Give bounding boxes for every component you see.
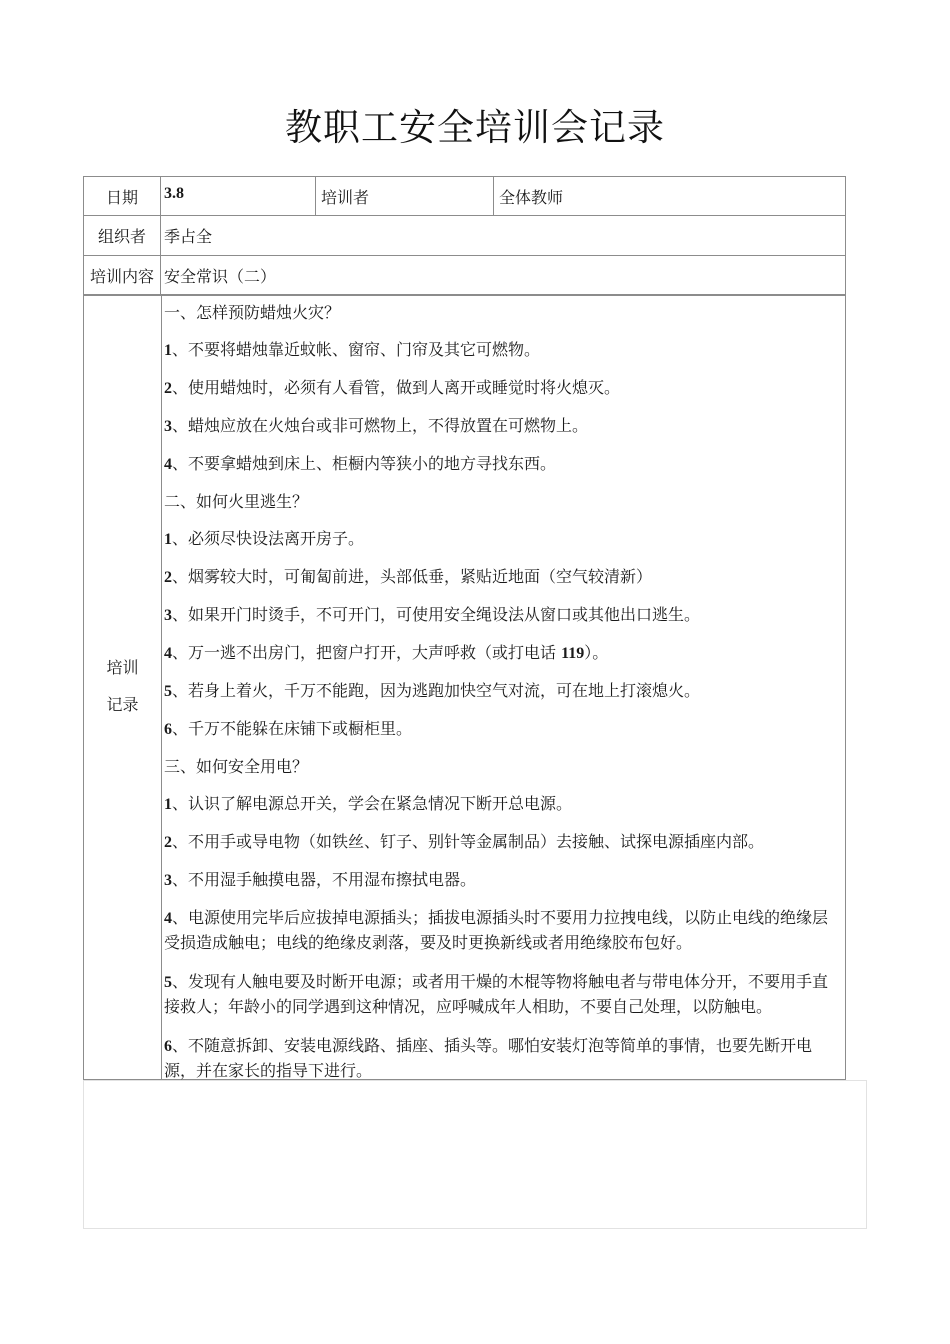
list-item [164,527,843,552]
item-text: 、不要将蜡烛靠近蚊帐、窗帘、门帘及其它可燃物。 [172,340,541,359]
date-label: 日期 [84,177,161,215]
list-item [164,338,843,363]
list-item [164,868,843,893]
date-value: 3.8 [161,177,316,215]
record-content [161,295,845,1079]
item-number: 2 [164,569,172,586]
item-text: 、必须尽快设法离开房子。 [172,529,365,548]
table-row-date [83,176,846,216]
organizer-value: 季占全 [164,227,213,246]
list-item [164,414,843,439]
item-number: 4 [164,910,172,927]
record-label-line1: 培训 [106,658,139,677]
item-text: 、不用手或导电物（如铁丝、钉子、别针等金属制品）去接触、试探电源插座内部。 [172,832,765,851]
list-item [164,792,843,817]
item-text: 、不要拿蜡烛到床上、柜橱内等狭小的地方寻找东西。 [172,454,557,473]
item-text: 、电源使用完毕后应拔掉电源插头；插拔电源插头时不要用力拉拽电线，以防止电线的绝缘层受损造成触电；电线的绝缘皮剥落，要及时更换新线或者用绝缘胶布包好。 [164,908,829,952]
item-text: 、万一逃不出房门，把窗户打开，大声呼救（或打电话 [172,643,562,662]
table-row-content [83,255,846,296]
item-number: 1 [164,796,172,813]
item-number: 5 [164,974,172,991]
item-text: 、蜡烛应放在火烛台或非可燃物上，不得放置在可燃物上。 [172,416,589,435]
item-number: 4 [164,456,172,473]
blank-area [83,1080,867,1229]
list-item [164,603,843,628]
list-item [164,452,843,477]
page-title: 教职工安全培训会记录 [285,106,665,149]
trainer-value: 全体教师 [499,188,564,207]
table-row-organizer [83,215,846,256]
content-value: 安全常识（二） [164,267,277,286]
list-item [164,679,843,704]
item-text: 、认识了解电源总开关，学会在紧急情况下断开总电源。 [172,794,573,813]
item-text: 、若身上着火，千万不能跑，因为逃跑加快空气对流，可在地上打滚熄火。 [172,681,701,700]
list-item [164,1034,843,1083]
list-item [164,641,843,666]
list-item [164,906,843,955]
item-text: 、烟雾较大时，可匍匐前进，头部低垂，紧贴近地面（空气较清新） [172,567,653,586]
list-item [164,565,843,590]
list-item [164,376,843,401]
item-number: 6 [164,721,172,738]
record-label-line2: 记录 [106,695,139,714]
record-label [84,295,162,1079]
item-text: 、使用蜡烛时，必须有人看管，做到人离开或睡觉时将火熄灭。 [172,378,621,397]
item-number: 3 [164,872,172,889]
item-text: 、不随意拆卸、安装电源线路、插座、插头等。哪怕安装灯泡等简单的事情，也要先断开电源，并在家长的指导下进行。 [164,1036,813,1080]
item-text: 、如果开门时烫手，不可开门，可使用安全绳设法从窗口或其他出口逃生。 [172,605,701,624]
training-record-block [83,294,846,1080]
item-number: 2 [164,834,172,851]
section-heading: 一、怎样预防蜡烛火灾？ [164,303,341,322]
item-number: 5 [164,683,172,700]
item-text: 、不用湿手触摸电器，不用湿布擦拭电器。 [172,870,477,889]
item-text: 、千万不能躲在床铺下或橱柜里。 [172,719,413,738]
content-label: 培训内容 [84,256,161,295]
section-heading: 三、如何安全用电？ [164,757,309,776]
item-text-tail: ）。 [584,643,609,662]
organizer-label: 组织者 [84,216,161,255]
item-number: 6 [164,1038,172,1055]
item-number: 1 [164,342,172,359]
item-text: 、发现有人触电要及时断开电源；或者用干燥的木棍等物将触电者与带电体分开，不要用手直接救人；年龄小的同学遇到这种情况，应呼喊成年人相助，不要自己处理，以防触电。 [164,972,829,1016]
item-number: 2 [164,380,172,397]
list-item [164,830,843,855]
list-item [164,970,843,1019]
item-number: 4 [164,645,172,662]
item-phone-number: 119 [561,645,585,662]
item-number: 3 [164,607,172,624]
section-heading: 二、如何火里逃生？ [164,492,309,511]
item-number: 3 [164,418,172,435]
list-item [164,717,843,742]
item-number: 1 [164,531,172,548]
trainer-label: 培训者 [316,177,494,215]
